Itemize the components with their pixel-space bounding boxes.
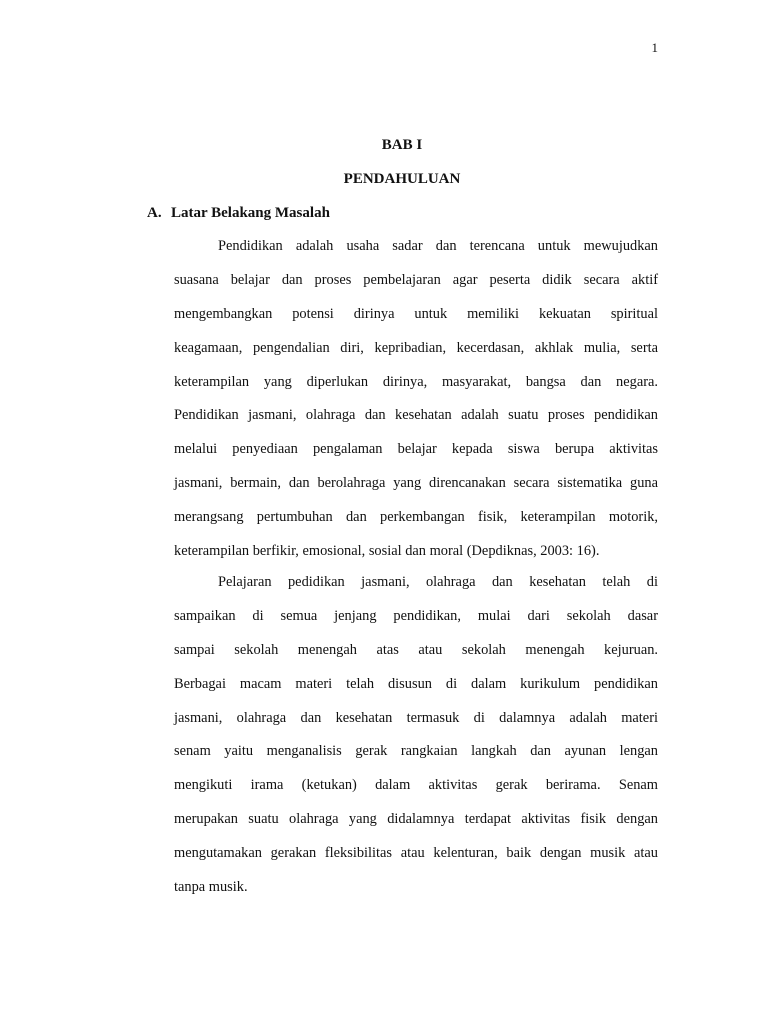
text-line: jasmani, bermain, dan berolahraga yang direncanakan secara sistematika guna — [174, 475, 658, 492]
paragraph-2 — [174, 566, 658, 905]
text-line: Pendidikan adalah usaha sadar dan terencana untuk mewujudkan — [218, 238, 658, 254]
text-line: keterampilan berfikir, emosional, sosial dan moral (Depdiknas, 2003: 16). — [174, 543, 600, 560]
text-line: mengikuti irama (ketukan) dalam aktivitas gerak berirama. Senam — [174, 777, 658, 794]
text-line: suasana belajar dan proses pembelajaran agar peserta didik secara aktif — [174, 271, 658, 288]
text-line: Pendidikan jasmani, olahraga dan kesehatan adalah suatu proses pendidikan — [174, 407, 658, 424]
text-line: senam yaitu menganalisis gerak rangkaian langkah dan ayunan lengan — [174, 743, 658, 760]
text-line: mengembangkan potensi dirinya untuk memiliki kekuatan spiritual — [174, 305, 658, 322]
text-line: tanpa musik. — [174, 879, 248, 896]
text-line: keagamaan, pengendalian diri, kepribadian, kecerdasan, akhlak mulia, serta — [174, 339, 658, 356]
text-line: merupakan suatu olahraga yang didalamnya terdapat aktivitas fisik dengan — [174, 811, 658, 828]
chapter-title: PENDAHULUAN — [343, 171, 461, 187]
paragraph-1 — [174, 230, 658, 569]
text-line: merangsang pertumbuhan dan perkembangan fisik, keterampilan motorik, — [174, 509, 658, 526]
text-line: Berbagai macam materi telah disusun di dalam kurikulum pendidikan — [174, 675, 658, 692]
page-number: 1 — [651, 40, 658, 55]
section-letter: A. — [147, 205, 162, 221]
text-line: sampaikan di semua jenjang pendidikan, mulai dari sekolah dasar — [174, 607, 658, 624]
text-line: jasmani, olahraga dan kesehatan termasuk di dalamnya adalah materi — [174, 709, 658, 726]
text-line: mengutamakan gerakan fleksibilitas atau kelenturan, baik dengan musik atau — [174, 845, 658, 862]
text-line: sampai sekolah menengah atas atau sekolah menengah kejuruan. — [174, 641, 658, 658]
chapter-number: BAB I — [381, 137, 423, 153]
text-line: keterampilan yang diperlukan dirinya, masyarakat, bangsa dan negara. — [174, 373, 658, 390]
section-title: Latar Belakang Masalah — [171, 205, 330, 221]
section-heading — [147, 205, 330, 222]
text-line: Pelajaran pedidikan jasmani, olahraga dan kesehatan telah di — [218, 574, 658, 590]
text-line: melalui penyediaan pengalaman belajar kepada siswa berupa aktivitas — [174, 441, 658, 458]
